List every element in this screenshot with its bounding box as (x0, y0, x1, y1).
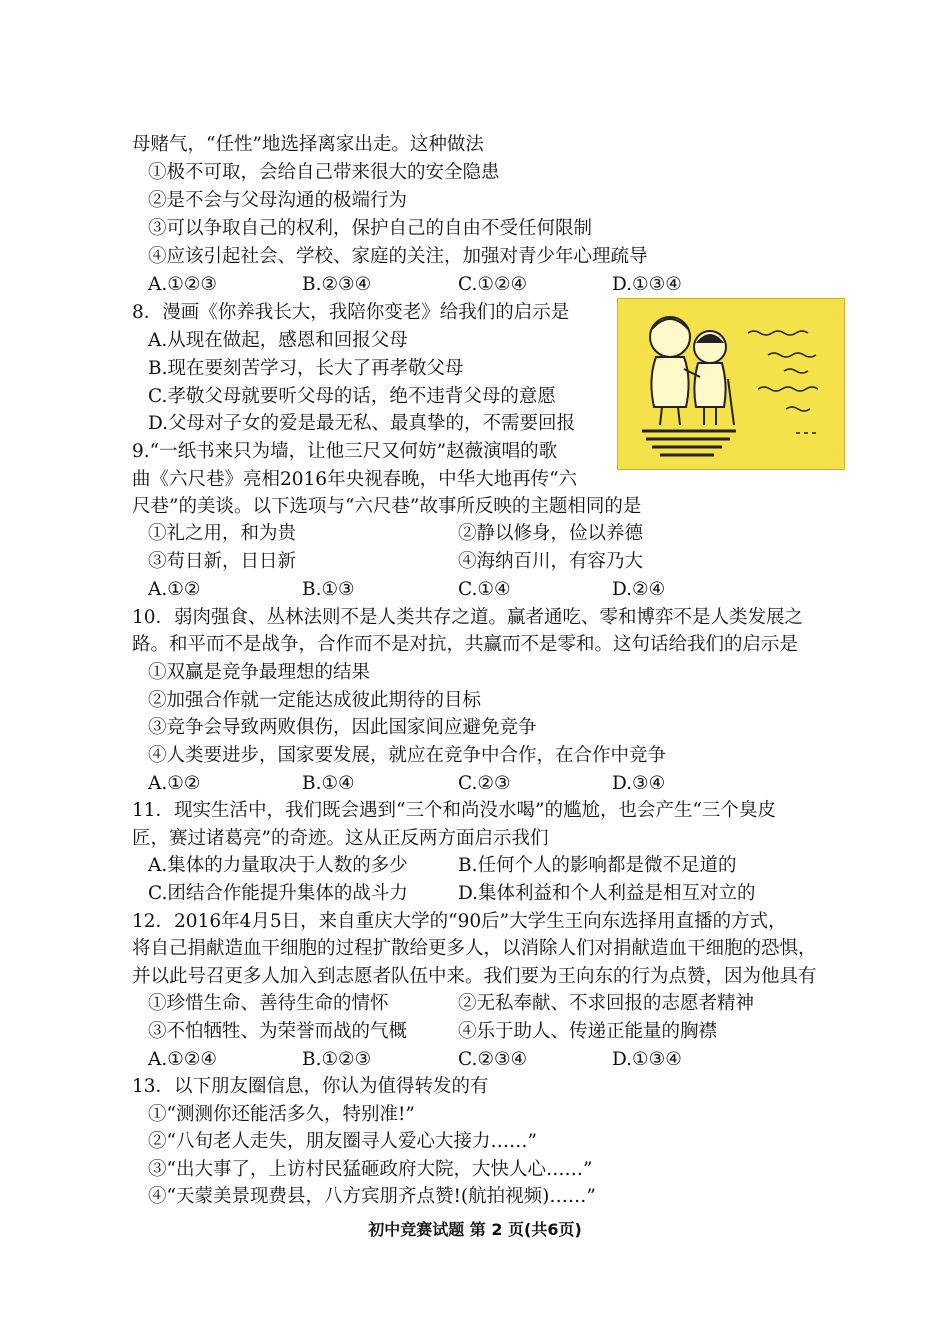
q7-item-1: ①极不可取，会给自己带来很大的安全隐患 (148, 162, 500, 183)
q13-item-4: ④“天蒙美景现费县，八方宾朋齐点赞!(航拍视频)……” (148, 1186, 596, 1207)
q11-option-b: B.任何个人的影响都是微不足道的 (458, 855, 737, 876)
q7-item-4: ④应该引起社会、学校、家庭的关注，加强对青少年心理疏导 (148, 246, 648, 267)
q13-stem: 13．以下朋友圈信息，你认为值得转发的有 (132, 1076, 489, 1097)
q11-option-a: A.集体的力量取决于人数的多少 (148, 855, 408, 876)
q9-item-1: ①礼之用，和为贵 (148, 523, 297, 544)
q10-item-4: ④人类要进步，国家要发展，就应在竞争中合作，在合作中竞争 (148, 745, 667, 766)
q12-item-4: ④乐于助人、传递正能量的胸襟 (458, 1021, 718, 1042)
q12-stem-line-3: 并以此号召更多人加入到志愿者队伍中来。我们要为王向东的行为点赞，因为他具有 (132, 966, 817, 987)
q7-item-2: ②是不会与父母沟通的极端行为 (148, 190, 408, 211)
q12-choice-b: B.①②③ (302, 1049, 372, 1070)
q12-choice-d: D.①③④ (612, 1049, 682, 1070)
q12-stem-line-2: 将自己捐献造血干细胞的过程扩散给更多人，以消除人们对捐献造血干细胞的恐惧， (132, 938, 817, 959)
q10-choice-c: C.②③ (458, 773, 511, 794)
q12-item-2: ②无私奉献、不求回报的志愿者精神 (458, 993, 755, 1014)
q8-option-c: C.孝敬父母就要听父母的话，绝不违背父母的意愿 (148, 386, 556, 407)
q9-stem-line-2: 曲《六尺巷》亮相2016年央视春晚，中华大地再传“六 (132, 469, 578, 490)
q12-stem-line-1: 12．2016年4月5日，来自重庆大学的“90后”大学生王向东选择用直播的方式， (132, 911, 787, 932)
q11-option-d: D.集体利益和个人利益是相互对立的 (458, 883, 756, 904)
q11-stem-line-2: 匠，赛过诸葛亮”的奇迹。这从正反两方面启示我们 (132, 828, 549, 849)
q12-choice-a: A.①②④ (148, 1049, 217, 1070)
q11-stem-line-1: 11．现实生活中，我们既会遇到“三个和尚没水喝”的尴尬，也会产生“三个臭皮 (132, 800, 776, 821)
q9-stem-line-3: 尺巷”的美谈。以下选项与“六尺巷”故事所反映的主题相同的是 (132, 496, 642, 517)
q10-item-2: ②加强合作就一定能达成彼此期待的目标 (148, 690, 482, 711)
q10-item-3: ③竞争会导致两败俱伤，因此国家间应避免竞争 (148, 717, 537, 738)
page-footer: 初中竞赛试题 第 2 页(共6页) (368, 1220, 582, 1239)
q10-stem-line-1: 10．弱肉强食、丛林法则不是人类共存之道。赢者通吃、零和博弈不是人类发展之 (132, 607, 804, 628)
q11-option-c: C.团结合作能提升集体的战斗力 (148, 883, 408, 904)
q10-choice-a: A.①② (148, 773, 201, 794)
q13-item-1: ①“测测你还能活多久，特别准!” (148, 1104, 415, 1125)
q13-item-2: ②“八旬老人走失，朋友圈寻人爱心大接力……” (148, 1131, 537, 1152)
q10-stem-line-2: 路。和平而不是战争，合作而不是对抗，共赢而不是零和。这句话给我们的启示是 (132, 634, 799, 655)
q7-item-3: ③可以争取自己的权利，保护自己的自由不受任何限制 (148, 218, 593, 239)
q12-item-1: ①珍惜生命、善待生命的情怀 (148, 993, 389, 1014)
q9-item-3: ③苟日新，日日新 (148, 551, 297, 572)
q9-item-2: ②静以修身，俭以养德 (458, 523, 644, 544)
q10-choice-b: B.①④ (302, 773, 355, 794)
q9-choice-a: A.①② (148, 579, 201, 600)
q13-item-3: ③“出大事了，上访村民猛砸政府大院，大快人心……” (148, 1159, 593, 1180)
q9-choice-b: B.①③ (302, 579, 355, 600)
q10-choice-d: D.③④ (612, 773, 666, 794)
q12-choice-c: C.②③④ (458, 1049, 528, 1070)
q8-stem: 8．漫画《你养我长大，我陪你变老》给我们的启示是 (132, 302, 570, 323)
q8-option-b: B.现在要刻苦学习，长大了再孝敬父母 (148, 358, 464, 379)
q7-choice-a: A.①②③ (148, 274, 217, 295)
q10-item-1: ①双赢是竞争最理想的结果 (148, 662, 371, 683)
q9-stem-line-1: 9.“一纸书来只为墙，让他三尺又何妨”赵薇演唱的歌 (132, 441, 558, 462)
q7-choice-b: B.②③④ (302, 274, 372, 295)
q7-stem-tail: 母赌气，“任性”地选择离家出走。这种做法 (132, 134, 484, 155)
q7-choice-d: D.①③④ (612, 274, 682, 295)
q9-item-4: ④海纳百川，有容乃大 (458, 551, 644, 572)
q12-item-3: ③不怕牺牲、为荣誉而战的气概 (148, 1021, 408, 1042)
q9-choice-c: C.①④ (458, 579, 511, 600)
cartoon-drawing (618, 299, 844, 469)
q8-option-d: D.父母对子女的爱是最无私、最真挚的，不需要回报 (148, 413, 576, 434)
q9-choice-d: D.②④ (612, 579, 666, 600)
q7-choice-c: C.①②④ (458, 274, 528, 295)
q8-option-a: A.从现在做起，感恩和回报父母 (148, 330, 408, 351)
cartoon-illustration (617, 298, 845, 470)
